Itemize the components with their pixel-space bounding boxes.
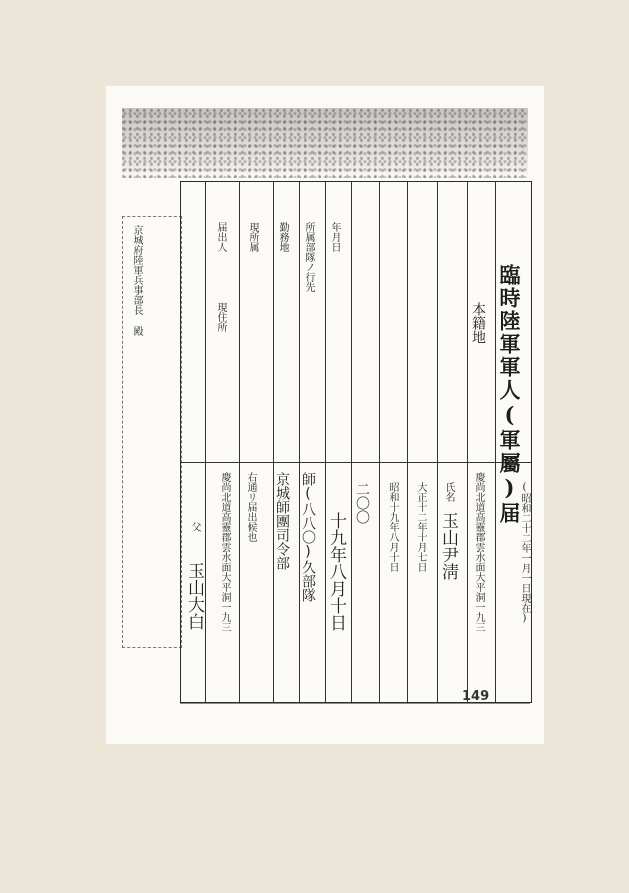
- grid-line: [273, 182, 274, 702]
- birth-value: 大正十二年十月七日: [415, 482, 426, 572]
- unit-value: 京城師團司令部: [274, 472, 290, 570]
- form-title-sub: (昭和二十二年一月一日現在): [519, 482, 530, 624]
- grid-line: [379, 182, 380, 702]
- reporter-relation: 父: [189, 522, 200, 532]
- duty-location-label: 勤務地: [277, 222, 288, 252]
- grid-line: [437, 182, 438, 702]
- grid-line: [467, 182, 468, 702]
- grid-line: [205, 182, 206, 702]
- number-value: 二〇〇: [354, 482, 370, 524]
- name-label: 氏名: [443, 482, 454, 502]
- unit-detail: 師(八八〇)久部隊: [300, 472, 316, 602]
- form-title: 臨時陸軍軍人(軍屬)届: [497, 264, 522, 525]
- date-label: 年月日: [329, 222, 340, 252]
- grid-line: [181, 462, 531, 463]
- submitter-relation-label: 現住所: [215, 302, 226, 332]
- form-frame: [180, 181, 532, 703]
- date-value: 十九年八月十日: [326, 512, 346, 631]
- reporter-name: 玉山大白: [184, 562, 204, 630]
- scan-noise-band: [122, 108, 528, 178]
- grid-line: [495, 182, 496, 702]
- grid-line: [299, 182, 300, 702]
- notes-text: 右通リ届出候也: [245, 472, 256, 542]
- name-value: 玉山尹淸: [438, 512, 458, 580]
- domicile-label: 本籍地: [470, 302, 486, 344]
- unit-transfer-label: 所属部隊ノ行先: [303, 222, 314, 292]
- document-page: [106, 86, 544, 744]
- page-number: 149: [462, 689, 490, 704]
- date-value-2: 昭和十九年八月十日: [387, 482, 398, 572]
- submitted-by-label: 届出人: [215, 222, 226, 252]
- left-margin-column: [122, 216, 182, 648]
- affiliation-label: 現所属: [247, 222, 258, 252]
- domicile-value: 慶尚北道高靈郡雲水面大平洞一九三: [473, 472, 484, 632]
- grid-line: [407, 182, 408, 702]
- grid-line: [351, 182, 352, 702]
- reporter-address: 慶尚北道高靈郡雲水面大平洞一九三: [219, 472, 230, 632]
- bottom-margin-line: [180, 703, 530, 714]
- grid-line: [239, 182, 240, 702]
- left-margin-note: 京城府陸軍兵事部長 殿: [131, 225, 142, 336]
